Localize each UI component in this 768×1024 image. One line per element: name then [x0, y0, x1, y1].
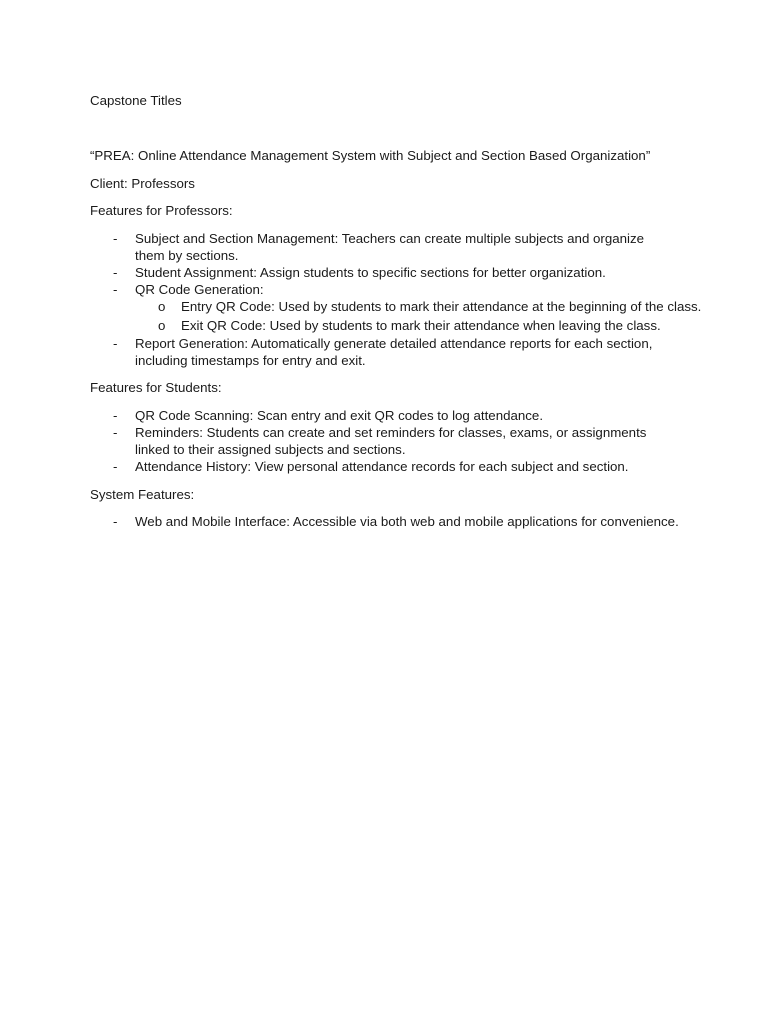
capstone-title: “PREA: Online Attendance Management System with Subject and Section Based Organization”: [90, 148, 651, 163]
list-item-text: Subject and Section Management: Teachers can create multiple subjects and organize them by sections.: [135, 231, 645, 263]
list-item-text: Web and Mobile Interface: Accessible via both web and mobile applications for convenience.: [135, 514, 679, 529]
sub-list-marker: o: [158, 299, 166, 314]
list-item-text: QR Code Generation:: [135, 282, 264, 297]
list-marker: -: [113, 231, 118, 246]
list-marker: -: [113, 459, 118, 474]
list-marker: -: [113, 408, 118, 423]
list-item-text: Reminders: Students can create and set reminders for classes, exams, or assignments linked to their assigned subjects and sections.: [135, 425, 647, 457]
list-marker: -: [113, 514, 118, 529]
professors-section-heading: Features for Professors:: [90, 203, 233, 218]
sub-list-item-text: Exit QR Code: Used by students to mark their attendance when leaving the class.: [181, 318, 661, 333]
list-item-text: QR Code Scanning: Scan entry and exit QR codes to log attendance.: [135, 408, 544, 423]
list-item-text: Report Generation: Automatically generate detailed attendance reports for each section, including timestamps for entry and exit.: [135, 336, 653, 368]
list-marker: -: [113, 265, 118, 280]
sub-list-item-text: Entry QR Code: Used by students to mark their attendance at the beginning of the class.: [181, 299, 702, 314]
system-section-heading: System Features:: [90, 487, 195, 502]
list-item-text: Attendance History: View personal attendance records for each subject and section.: [135, 459, 629, 474]
list-marker: -: [113, 425, 118, 440]
list-marker: -: [113, 336, 118, 351]
list-marker: -: [113, 282, 118, 297]
document-heading: Capstone Titles: [90, 93, 182, 108]
list-item-text: Student Assignment: Assign students to specific sections for better organization.: [135, 265, 606, 280]
sub-list-marker: o: [158, 318, 166, 333]
students-section-heading: Features for Students:: [90, 380, 222, 395]
client-line: Client: Professors: [90, 176, 195, 191]
